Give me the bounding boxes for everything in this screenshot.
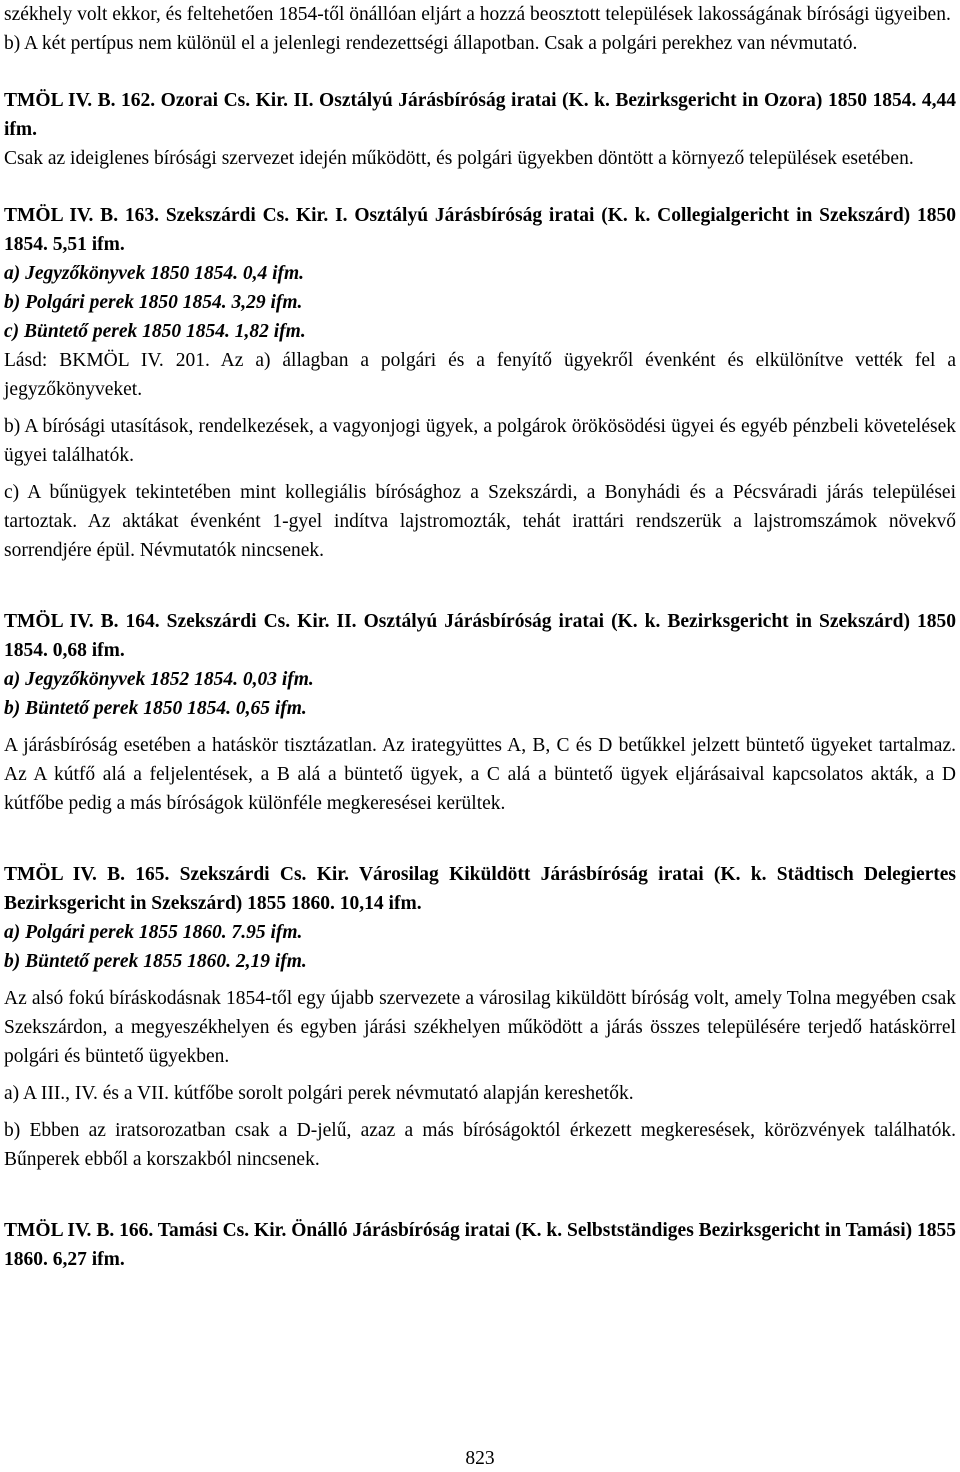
document-page	[4, 0, 956, 1274]
intro-paragraph-2: b) A két pertípus nem különül el a jelenlegi rendezettségi állapotban. Csak a polgári perekhez van névmutató.	[4, 33, 858, 54]
section-164-sub-b: b) Büntető perek 1850 1854. 0,65 ifm.	[4, 698, 307, 719]
page-number: 823	[465, 1448, 495, 1469]
section-163-sub-a: a) Jegyzőkönyvek 1850 1854. 0,4 ifm.	[4, 263, 305, 284]
section-165-sub-b: b) Büntető perek 1855 1860. 2,19 ifm.	[4, 951, 307, 972]
section-162-paragraph: Csak az ideiglenes bírósági szervezet idején működött, és polgári ügyekben döntött a környező települések esetében.	[4, 148, 914, 169]
section-163-heading: TMÖL IV. B. 163. Szekszárdi Cs. Kir. I. Osztályú Járásbíróság iratai (K. k. Collegialgericht in Szekszárd) 1850 1854. 5,51 ifm.	[4, 205, 956, 255]
section-166-heading: TMÖL IV. B. 166. Tamási Cs. Kir. Önálló Járásbíróság iratai (K. k. Selbstständiges Bezirksgericht in Tamási) 1855 1860. 6,27 ifm.	[4, 1220, 956, 1270]
section-163-paragraph-3: c) A bűnügyek tekintetében mint kollegiális bírósághoz a Szekszárdi, a Bonyhádi és a Pécsváradi járás települései tartoztak. Az aktákat évenként 1-gyel indítva lajstromozták, tehát irattári rendszerük a lajstromszámok növekvő sorrendjére épül. Névmutatók nincsenek.	[4, 482, 956, 561]
section-165-paragraph-3: b) Ebben az iratsorozatban csak a D-jelű, azaz a más bíróságoktól érkezett megkeresések, körözvények találhatók. Bűnperek ebből a korszakból nincsenek.	[4, 1120, 956, 1170]
section-162-heading: TMÖL IV. B. 162. Ozorai Cs. Kir. II. Osztályú Járásbíróság iratai (K. k. Bezirksgericht in Ozora) 1850 1854. 4,44 ifm.	[4, 90, 956, 140]
section-164-paragraph-1: A járásbíróság esetében a hatáskör tisztázatlan. Az irategyüttes A, B, C és D betűkkel jelzett büntető ügyeket tartalmaz. Az A kútfő alá a feljelentések, a B alá a büntető ügyek, a C alá a büntető ügyek eljárásaival kapcsolatos akták, a D kútfőbe pedig a más bíróságok különféle megkeresései kerültek.	[4, 735, 956, 814]
section-165-sub-a: a) Polgári perek 1855 1860. 7.95 ifm.	[4, 922, 303, 943]
section-163-sub-c: c) Büntető perek 1850 1854. 1,82 ifm.	[4, 321, 306, 342]
section-165-heading: TMÖL IV. B. 165. Szekszárdi Cs. Kir. Városilag Kiküldött Járásbíróság iratai (K. k. Städtisch Delegiertes Bezirksgericht in Szekszárd) 1855 1860. 10,14 ifm.	[4, 864, 956, 914]
section-164-heading: TMÖL IV. B. 164. Szekszárdi Cs. Kir. II. Osztályú Járásbíróság iratai (K. k. Bezirksgericht in Szekszárd) 1850 1854. 0,68 ifm.	[4, 611, 956, 661]
section-163-paragraph-1: Lásd: BKMÖL IV. 201. Az a) állagban a polgári és a fenyítő ügyekről évenként és elkülönítve vették fel a jegyzőkönyveket.	[4, 350, 956, 400]
section-163-paragraph-2: b) A bírósági utasítások, rendelkezések, a vagyonjogi ügyek, a polgárok örökösödési ügyei és egyéb pénzbeli követelések ügyei találhatók.	[4, 416, 956, 466]
section-164-sub-a: a) Jegyzőkönyvek 1852 1854. 0,03 ifm.	[4, 669, 314, 690]
intro-paragraph-1: székhely volt ekkor, és feltehetően 1854-től önállóan eljárt a hozzá beosztott települések lakosságának bírósági ügyeiben.	[4, 4, 951, 25]
section-165-paragraph-2: a) A III., IV. és a VII. kútfőbe sorolt polgári perek névmutató alapján kereshetők.	[4, 1083, 634, 1104]
section-163-sub-b: b) Polgári perek 1850 1854. 3,29 ifm.	[4, 292, 303, 313]
section-165-paragraph-1: Az alsó fokú bíráskodásnak 1854-től egy újabb szervezete a városilag kiküldött bíróság volt, amely Tolna megyében csak Szekszárdon, a megyeszékhelyen és egyben járási székhelyen működött a járás összes településére terjedő hatáskörrel polgári és büntető ügyekben.	[4, 988, 956, 1067]
